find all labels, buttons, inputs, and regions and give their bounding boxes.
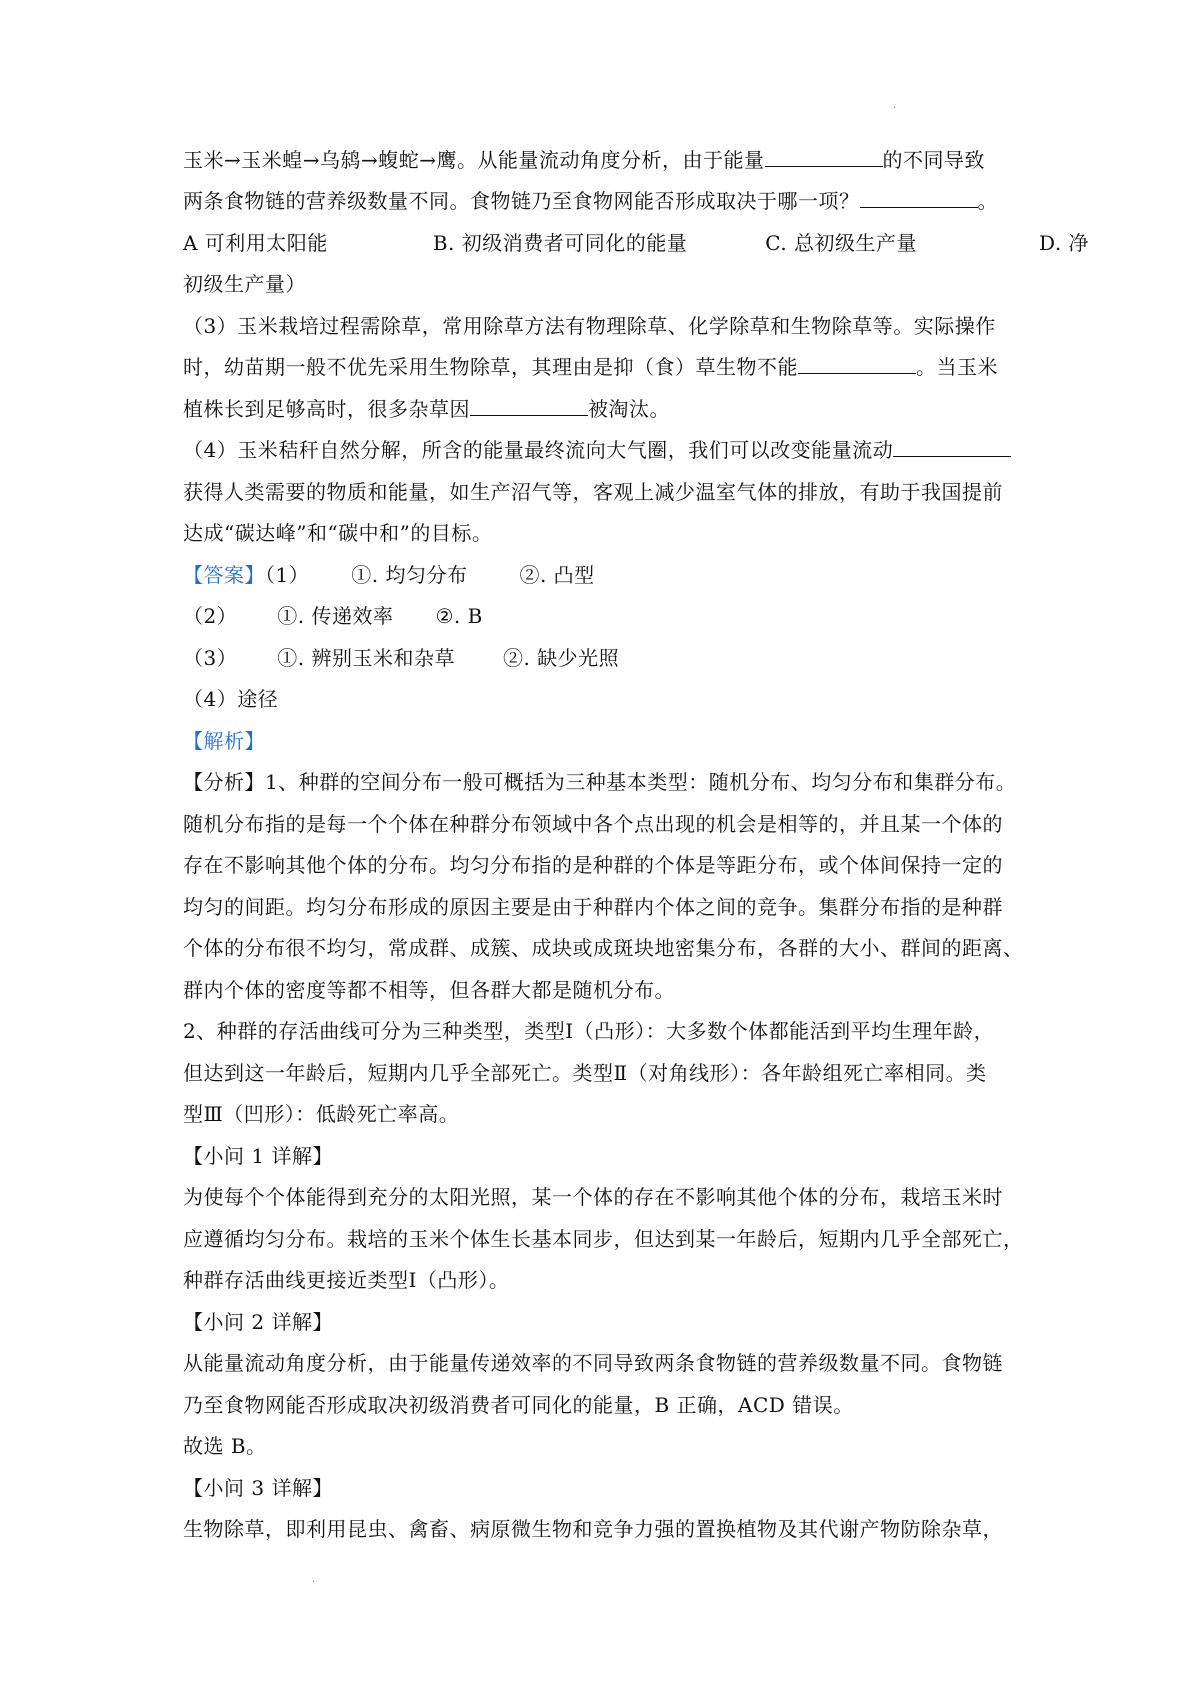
q4-line-1: （4）玉米秸秆自然分解，所含的能量最终流向大气圈，我们可以改变能量流动 (183, 437, 1043, 463)
detail-2-line: 从能量流动角度分析，由于能量传递效率的不同导致两条食物链的营养级数量不同。食物链 (183, 1351, 1003, 1375)
detail-1-line: 种群存活曲线更接近类型Ⅰ（凸形）。 (183, 1268, 510, 1292)
answer-tag: 【答案】 (183, 563, 265, 587)
detail-3-heading: 【小问 3 详解】 (183, 1476, 333, 1500)
q2-options (183, 230, 1090, 256)
answer-row-1: 【答案】（1） ①. 均匀分布 ②. 凸型 (183, 563, 595, 587)
fill-blank (893, 438, 1011, 457)
detail-1-heading: 【小问 1 详解】 (183, 1144, 333, 1168)
analysis-line: 2、种群的存活曲线可分为三种类型，类型Ⅰ（凸形）：大多数个体都能活到平均生理年龄， (183, 1019, 995, 1043)
analysis-line: 个体的分布很不均匀，常成群、成簇、成块或成斑块地密集分布，各群的大小、群间的距离、 (183, 936, 1024, 960)
detail-2-line: 故选 B。 (183, 1434, 267, 1458)
q3-line-3: 植株长到足够高时，很多杂草因 被淘汰。 (183, 397, 670, 421)
option-c: C. 总初级生产量 (765, 231, 918, 255)
detail-3-line: 生物除草，即利用昆虫、禽畜、病原微生物和竞争力强的置换植物及其代谢产物防除杂草， (183, 1517, 1003, 1541)
fill-blank (470, 397, 588, 416)
analysis-line: 型Ⅲ（凹形）：低龄死亡率高。 (183, 1102, 460, 1126)
q3-line-2: 时，幼苗期一般不优先采用生物除草，其理由是抑（食）草生物不能 。当玉米 (183, 355, 998, 379)
option-d: D. 净 (1039, 231, 1090, 255)
scan-dot: . (312, 1574, 316, 1585)
q2-line-1: 玉米→玉米蝗→乌鸫→蝮蛇→鹰。从能量流动角度分析，由于能量 的不同导致 (183, 148, 986, 172)
analysis-line: 随机分布指的是每一个个体在种群分布领域中各个点出现的机会是相等的，并且某一个体的 (183, 812, 1003, 836)
answer-row-4: （4）途径 (183, 687, 279, 711)
detail-2-line: 乃至食物网能否形成取决初级消费者可同化的能量，B 正确，ACD 错误。 (183, 1393, 854, 1417)
detail-1-line: 应遵循均匀分布。栽培的玉米个体生长基本同步，但达到某一年龄后，短期内几乎全部死亡， (183, 1227, 1024, 1251)
detail-1-line: 为使每个个体能得到充分的太阳光照，某一个体的存在不影响其他个体的分布，栽培玉米时 (183, 1185, 1003, 1209)
detail-2-heading: 【小问 2 详解】 (183, 1310, 333, 1334)
analysis-line: 【分析】1、种群的空间分布一般可概括为三种基本类型：随机分布、均匀分布和集群分布。 (183, 770, 1017, 794)
q4-line-2: 获得人类需要的物质和能量，如生产沼气等，客观上减少温室气体的排放，有助于我国提前 (183, 480, 1003, 504)
fill-blank (798, 355, 916, 374)
answer-row-3: （3） ①. 辨别玉米和杂草 ②. 缺少光照 (183, 646, 620, 670)
analysis-line: 群内个体的密度等都不相等，但各群大都是随机分布。 (183, 978, 675, 1002)
analysis-heading (183, 728, 1043, 754)
analysis-line: 存在不影响其他个体的分布。均匀分布指的是种群的个体是等距分布，或个体间保持一定的 (183, 853, 1003, 877)
q2-line-2: 两条食物链的营养级数量不同。食物链乃至食物网能否形成取决于哪一项？ 。 (183, 189, 998, 213)
analysis-line: 但达到这一年龄后，短期内几乎全部死亡。类型Ⅱ（对角线形）：各年龄组死亡率相同。类 (183, 1061, 987, 1085)
option-b: B. 初级消费者可同化的能量 (432, 231, 688, 255)
analysis-line: 均匀的间距。均匀分布形成的原因主要是由于种群内个体之间的竞争。集群分布指的是种群 (183, 895, 1003, 919)
analysis-tag: 【解析】 (183, 729, 265, 753)
q4-line-3: 达成“碳达峰”和“碳中和”的目标。 (183, 521, 493, 545)
option-a: A 可利用太阳能 (183, 231, 328, 255)
fill-blank (765, 148, 883, 167)
scan-dot: . (893, 100, 897, 111)
fill-blank (860, 189, 978, 208)
answer-row-2: （2） ①. 传递效率 ②. B (183, 604, 483, 628)
q3-line-1: （3）玉米栽培过程需除草，常用除草方法有物理除草、化学除草和生物除草等。实际操作 (183, 314, 996, 338)
q2-options-cont: 初级生产量） (183, 272, 306, 296)
